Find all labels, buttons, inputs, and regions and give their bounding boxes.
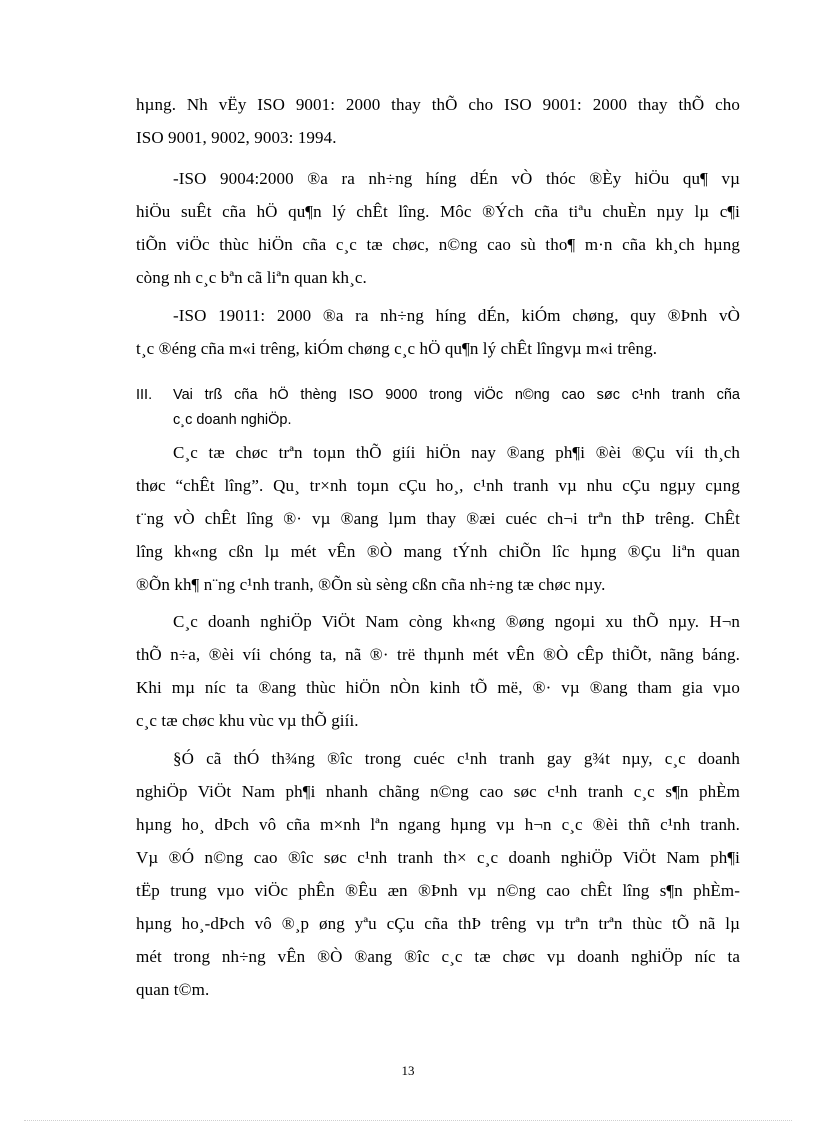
- paragraph-line: lîng kh«ng cßn lµ mét vÊn ®Ò mang tÝnh chiÕn lîc hµng ®Çu liªn quan: [136, 542, 740, 561]
- paragraph-line: t¨ng vÒ chÊt lîng ®· vµ ®ang lµm thay ®æi cuéc ch¬i trªn thÞ trêng. ChÊt: [136, 509, 740, 528]
- paragraph-line: quan t©m.: [136, 980, 210, 999]
- paragraph-line: C¸c doanh nghiÖp ViÖt Nam còng kh«ng ®øng ngoµi xu thÕ nµy. H¬n: [173, 612, 740, 631]
- section-heading-line: Vai trß cña hÖ thèng ISO 9000 trong viÖc n©ng cao søc c¹nh tranh cña: [173, 387, 740, 403]
- paragraph-line: C¸c tæ chøc trªn toµn thÕ giíi hiÖn nay ®ang ph¶i ®èi ®Çu víi th¸ch: [173, 443, 740, 462]
- paragraph-line: mét trong nh÷ng vÊn ®Ò ®ang ®îc c¸c tæ chøc vµ doanh nghiÖp níc ta: [136, 947, 740, 966]
- paragraph-line: hiÖu suÊt cña hÖ qu¶n lý chÊt lîng. Môc ®Ých cña tiªu chuÈn nµy lµ c¶i: [136, 202, 740, 221]
- paragraph-line: thÕ n÷a, ®èi víi chóng ta, nã ®· trë thµnh mét vÊn ®Ò cÊp thiÕt, nãng báng.: [136, 645, 740, 664]
- paragraph-line: -ISO 19011: 2000 ®a ra nh÷ng híng dÉn, kiÓm chøng, quy ®Þnh vÒ: [173, 306, 740, 325]
- paragraph-line: hµng ho¸-dÞch vô ®¸p øng yªu cÇu cña thÞ trêng vµ trªn trªn thùc tÕ nã lµ: [136, 914, 740, 933]
- paragraph-line: hµng. Nh vËy ISO 9001: 2000 thay thÕ cho ISO 9001: 2000 thay thÕ cho: [136, 95, 740, 114]
- paragraph-line: hµng ho¸ dÞch vô cña m×nh lªn ngang hµng vµ h¬n c¸c ®èi thñ c¹nh tranh.: [136, 815, 740, 834]
- paragraph-line: ISO 9001, 9002, 9003: 1994.: [136, 128, 337, 147]
- paragraph-line: Vµ ®Ó n©ng cao ®îc søc c¹nh tranh th× c¸c doanh nghiÖp ViÖt Nam ph¶i: [136, 848, 740, 867]
- paragraph-line: thøc “chÊt lîng”. Qu¸ tr×nh toµn cÇu ho¸, c¹nh tranh vµ nhu cÇu ngµy cµng: [136, 476, 740, 495]
- paragraph-line: tiÕn viÖc thùc hiÖn cña c¸c tæ chøc, n©ng cao sù tho¶ m·n cña kh¸ch hµng: [136, 235, 740, 254]
- page-number: 13: [401, 1063, 415, 1078]
- paragraph-line: c¸c tæ chøc khu vùc vµ thÕ giíi.: [136, 711, 359, 730]
- paragraph-line: Khi mµ níc ta ®ang thùc hiÖn nÒn kinh tÕ më, ®· vµ ®ang tham gia vµo: [136, 678, 740, 697]
- paragraph-line: t¸c ®éng cña m«i trêng, kiÓm chøng c¸c hÖ qu¶n lý chÊt lîngvµ m«i trêng.: [136, 339, 658, 358]
- paragraph-line: §Ó cã thÓ th¾ng ®îc trong cuéc c¹nh tranh gay g¾t nµy, c¸c doanh: [173, 749, 740, 768]
- paragraph-line: -ISO 9004:2000 ®a ra nh÷ng híng dÉn vÒ thóc ®Èy hiÖu qu¶ vµ: [173, 169, 740, 188]
- paragraph-line: nghiÖp ViÖt Nam ph¶i nhanh chãng n©ng cao søc c¹nh tranh c¸c s¶n phÈm: [136, 782, 740, 801]
- paragraph-line: tËp trung vµo viÖc phÊn ®Êu æn ®Þnh vµ n©ng cao chÊt lîng s¶n phÈm-: [136, 881, 740, 900]
- paragraph-line: còng nh c¸c bªn cã liªn quan kh¸c.: [136, 268, 367, 287]
- paragraph-line: ®Õn kh¶ n¨ng c¹nh tranh, ®Õn sù sèng cßn cña nh÷ng tæ chøc nµy.: [136, 575, 606, 594]
- section-number: III.: [136, 387, 153, 403]
- section-heading-line: c¸c doanh nghiÖp.: [173, 412, 292, 428]
- page-bottom-border: [24, 1120, 792, 1121]
